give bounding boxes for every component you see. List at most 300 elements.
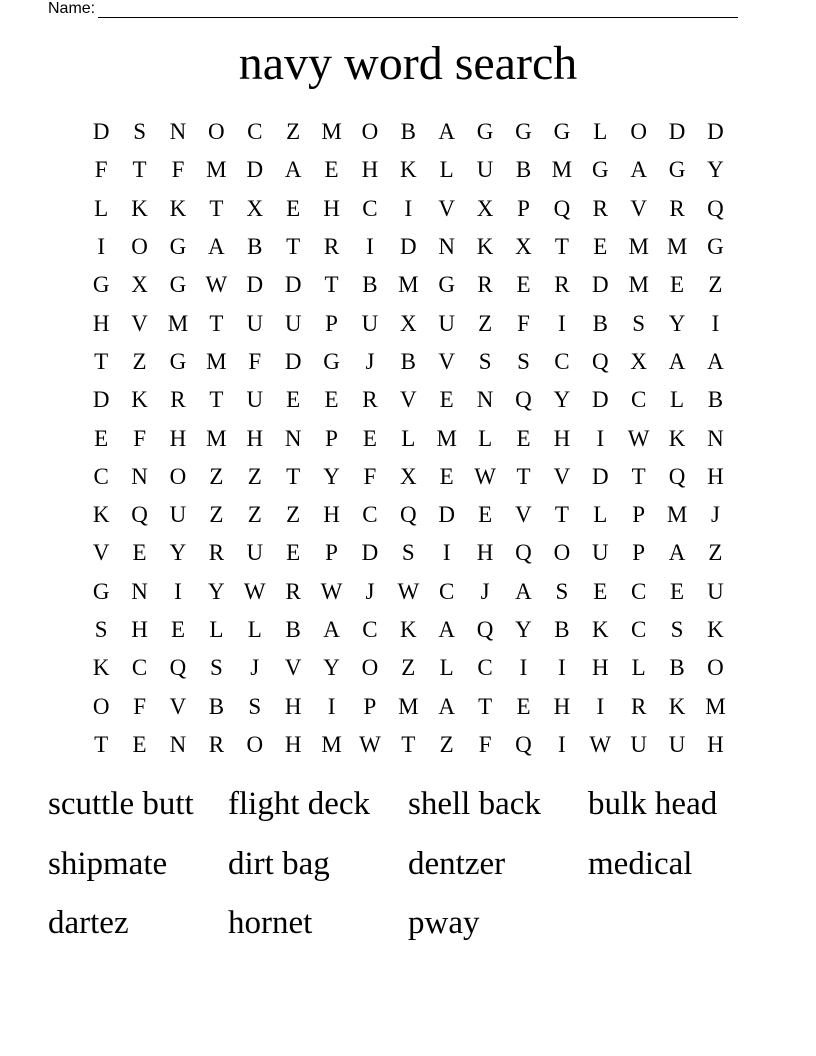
grid-letter: R <box>669 195 685 221</box>
grid-letter: H <box>361 157 379 183</box>
word-bank-item: pway <box>408 905 480 941</box>
grid-letter: I <box>711 310 720 336</box>
grid-letter: V <box>515 502 532 528</box>
grid-letter: V <box>438 348 456 374</box>
grid-letter: T <box>516 463 531 489</box>
grid-letter: P <box>632 502 646 528</box>
grid-letter: Q <box>707 195 724 221</box>
grid-letter: Q <box>591 348 609 374</box>
grid-letter: C <box>362 617 378 642</box>
grid-letter: A <box>630 157 647 183</box>
grid-letter: K <box>668 693 686 719</box>
grid-letter: D <box>361 540 379 566</box>
grid-letter: H <box>169 425 187 451</box>
grid-letter: B <box>247 234 263 260</box>
grid-letter: I <box>366 234 374 260</box>
grid-letter: D <box>668 119 686 145</box>
grid-letter: E <box>286 540 301 566</box>
grid-letter: C <box>362 502 378 528</box>
grid-letter: A <box>284 157 302 183</box>
grid-letter: D <box>284 272 302 298</box>
grid-letter: A <box>668 540 686 566</box>
grid-letter: T <box>554 502 569 528</box>
grid-letter: H <box>707 463 724 489</box>
grid-letter: C <box>247 119 263 145</box>
grid-letter: S <box>401 540 415 566</box>
grid-letter: H <box>323 195 340 221</box>
grid-letter: J <box>365 578 375 604</box>
grid-letter: D <box>707 119 724 145</box>
grid-letter: W <box>589 731 612 757</box>
grid-letter: V <box>131 310 148 336</box>
grid-letter: E <box>362 425 377 451</box>
grid-letter: L <box>593 502 608 528</box>
grid-letter: Z <box>247 502 262 528</box>
grid-letter: E <box>670 272 685 298</box>
grid-letter: T <box>286 463 301 489</box>
grid-letter: Y <box>668 310 686 336</box>
grid-letter: J <box>480 578 490 604</box>
grid-letter: X <box>400 463 417 489</box>
grid-letter: F <box>94 157 108 183</box>
grid-letter: G <box>92 578 110 604</box>
name-underline <box>98 3 738 18</box>
grid-letter: Y <box>323 655 340 681</box>
word-bank-item: hornet <box>228 905 313 941</box>
grid-letter: K <box>400 157 417 183</box>
grid-letter: N <box>707 425 724 451</box>
grid-letter: K <box>92 655 110 681</box>
grid-letter: N <box>131 463 148 489</box>
grid-letter: G <box>323 348 340 374</box>
grid-letter: Z <box>132 348 147 374</box>
grid-letter: O <box>169 463 187 489</box>
grid-letter: D <box>591 463 609 489</box>
page-title: navy word search <box>238 37 578 90</box>
grid-letter: D <box>591 387 609 413</box>
grid-letter: R <box>285 578 301 604</box>
name-field <box>48 0 738 18</box>
grid-letter: Z <box>708 272 723 298</box>
grid-letter: R <box>630 693 647 719</box>
grid-letter: Z <box>209 463 224 489</box>
grid-letter: E <box>593 234 608 260</box>
grid-letter: A <box>323 617 340 642</box>
grid-letter: S <box>209 655 223 681</box>
grid-letter: T <box>478 693 493 719</box>
grid-letter: E <box>94 425 109 451</box>
grid-letter: F <box>171 157 185 183</box>
grid-letter: E <box>516 693 531 719</box>
grid-letter: E <box>286 387 301 413</box>
grid-letter: V <box>553 463 571 489</box>
grid-letter: R <box>362 387 378 413</box>
grid-letter: I <box>558 310 566 336</box>
grid-letter: C <box>630 387 647 413</box>
grid-letter: B <box>400 119 416 145</box>
word-bank-item: shipmate <box>48 845 168 882</box>
grid-letter: C <box>362 195 378 221</box>
grid-letter: B <box>208 693 225 719</box>
grid-letter: D <box>92 387 110 413</box>
grid-letter: M <box>398 272 419 298</box>
grid-letter: O <box>553 540 571 566</box>
grid-letter: K <box>591 617 609 642</box>
grid-letter: G <box>553 119 571 145</box>
grid-letter: I <box>519 655 528 681</box>
grid-letter: D <box>246 272 264 298</box>
grid-letter: H <box>553 425 571 451</box>
grid-letter: P <box>517 195 530 221</box>
grid-letter: M <box>321 119 342 145</box>
grid-letter: H <box>284 693 302 719</box>
grid-letter: E <box>132 731 147 757</box>
grid-letter: A <box>208 234 225 260</box>
grid-letter: T <box>631 463 646 489</box>
grid-letter: O <box>361 655 379 681</box>
grid-letter: X <box>131 272 148 298</box>
grid-letter: V <box>169 693 187 719</box>
word-bank-item: flight deck <box>228 786 371 822</box>
grid-letter: O <box>208 119 225 145</box>
grid-letter: D <box>438 502 456 528</box>
grid-letter: N <box>284 425 302 451</box>
grid-letter: Z <box>401 655 416 681</box>
word-bank-item: bulk head <box>588 786 718 822</box>
grid-letter: W <box>243 578 266 604</box>
grid-letter: L <box>593 119 608 145</box>
grid-letter: H <box>707 731 724 757</box>
grid-letter: I <box>442 540 451 566</box>
grid-letter: P <box>325 425 338 451</box>
grid-letter: E <box>478 502 493 528</box>
grid-letter: V <box>400 387 417 413</box>
grid-letter: F <box>363 463 377 489</box>
grid-letter: C <box>630 578 647 604</box>
grid-letter: U <box>668 731 686 757</box>
grid-letter: R <box>208 540 225 566</box>
grid-letter: Q <box>515 540 532 566</box>
grid-letter: T <box>324 272 339 298</box>
grid-letter: L <box>209 617 224 642</box>
grid-letter: G <box>515 119 532 145</box>
grid-letter: K <box>92 502 110 528</box>
grid-letter: U <box>707 578 724 604</box>
grid-letter: H <box>92 310 110 336</box>
grid-letter: M <box>321 731 342 757</box>
grid-letter: N <box>476 387 494 413</box>
grid-letter: K <box>668 425 686 451</box>
grid-letter: B <box>285 617 301 642</box>
grid-letter: K <box>131 387 148 413</box>
grid-letter: K <box>131 195 148 221</box>
grid-letter: I <box>174 578 182 604</box>
grid-letter: G <box>169 234 187 260</box>
grid-letter: C <box>630 617 647 642</box>
grid-letter: A <box>707 348 724 374</box>
grid-letter: M <box>705 693 726 719</box>
grid-letter: A <box>438 119 456 145</box>
grid-letter: E <box>439 387 454 413</box>
grid-letter: B <box>707 387 724 413</box>
grid-letter: T <box>401 731 416 757</box>
grid-letter: G <box>92 272 110 298</box>
grid-letter: W <box>397 578 420 604</box>
grid-letter: P <box>363 693 377 719</box>
grid-letter: Q <box>515 387 532 413</box>
grid-letter: Z <box>286 119 301 145</box>
grid-letter: R <box>477 272 493 298</box>
grid-letter: W <box>474 463 496 489</box>
grid-letter: W <box>359 731 381 757</box>
grid-letter: M <box>436 425 457 451</box>
grid-letter: C <box>477 655 493 681</box>
grid-letter: K <box>707 617 724 642</box>
grid-letter: A <box>438 617 456 642</box>
grid-letter: J <box>250 655 260 681</box>
grid-letter: T <box>209 387 224 413</box>
grid-letter: M <box>206 348 227 374</box>
word-bank-item: dartez <box>48 905 129 941</box>
grid-letter: T <box>554 234 569 260</box>
grid-letter: O <box>707 655 724 681</box>
grid-letter: K <box>169 195 187 221</box>
grid-letter: L <box>401 425 416 451</box>
word-bank-item: medical <box>588 845 693 882</box>
grid-letter: V <box>92 540 110 566</box>
grid-letter: W <box>627 425 650 451</box>
grid-letter: D <box>246 157 264 183</box>
word-bank-item: scuttle butt <box>48 786 194 822</box>
grid-letter: E <box>516 425 531 451</box>
grid-letter: C <box>93 463 109 489</box>
grid-letter: D <box>284 348 302 374</box>
grid-letter: M <box>206 157 227 183</box>
grid-letter: H <box>131 617 148 642</box>
grid-letter: R <box>170 387 186 413</box>
grid-letter: A <box>515 578 532 604</box>
word-bank-item: dirt bag <box>228 845 330 882</box>
grid-letter: D <box>591 272 609 298</box>
grid-letter: S <box>133 119 146 145</box>
grid-letter: D <box>92 119 110 145</box>
grid-letter: Q <box>169 655 187 681</box>
grid-letter: Y <box>707 157 724 183</box>
grid-letter: R <box>592 195 608 221</box>
grid-letter: U <box>591 540 609 566</box>
grid-letter: R <box>323 234 340 260</box>
word-search-grid <box>82 113 735 764</box>
grid-letter: E <box>439 463 454 489</box>
grid-letter: N <box>169 731 187 757</box>
grid-letter: S <box>478 348 492 374</box>
grid-letter: S <box>670 617 684 642</box>
grid-letter: Q <box>668 463 686 489</box>
grid-letter: H <box>246 425 264 451</box>
grid-letter: I <box>558 731 566 757</box>
grid-letter: G <box>707 234 724 260</box>
grid-letter: Y <box>208 578 225 604</box>
grid-letter: L <box>439 655 454 681</box>
grid-letter: T <box>94 348 109 374</box>
grid-letter: R <box>554 272 570 298</box>
grid-letter: O <box>361 119 379 145</box>
grid-letter: H <box>323 502 340 528</box>
grid-letter: I <box>97 234 106 260</box>
grid-letter: K <box>476 234 494 260</box>
grid-letter: P <box>325 310 338 336</box>
grid-letter: V <box>284 655 302 681</box>
grid-letter: Q <box>131 502 148 528</box>
grid-letter: Q <box>400 502 417 528</box>
grid-letter: X <box>630 348 647 374</box>
grid-letter: Y <box>169 540 187 566</box>
grid-letter: I <box>596 425 605 451</box>
grid-letter: U <box>246 540 264 566</box>
grid-letter: U <box>630 731 647 757</box>
grid-letter: J <box>365 348 375 374</box>
grid-letter: G <box>438 272 456 298</box>
grid-letter: N <box>438 234 456 260</box>
grid-letter: M <box>628 272 649 298</box>
grid-letter: M <box>666 502 688 528</box>
grid-letter: M <box>167 310 189 336</box>
grid-letter: O <box>630 119 647 145</box>
grid-letter: B <box>515 157 532 183</box>
grid-letter: A <box>668 348 686 374</box>
word-bank <box>48 780 768 959</box>
grid-letter: C <box>131 655 148 681</box>
grid-letter: H <box>476 540 494 566</box>
grid-letter: Z <box>708 540 723 566</box>
grid-letter: C <box>554 348 570 374</box>
grid-letter: Y <box>515 617 532 642</box>
grid-letter: M <box>666 234 688 260</box>
grid-letter: F <box>478 731 492 757</box>
grid-letter: L <box>94 195 109 221</box>
grid-letter: T <box>286 234 301 260</box>
grid-letter: Z <box>478 310 493 336</box>
grid-letter: C <box>439 578 455 604</box>
grid-letter: X <box>400 310 417 336</box>
grid-letter: E <box>324 387 339 413</box>
grid-letter: I <box>327 693 336 719</box>
grid-letter: J <box>710 502 720 528</box>
word-bank-item: shell back <box>408 786 541 822</box>
grid-letter: S <box>555 578 569 604</box>
grid-letter: I <box>558 655 566 681</box>
grid-letter: L <box>439 157 454 183</box>
grid-letter: O <box>246 731 264 757</box>
grid-letter: Z <box>209 502 224 528</box>
grid-letter: X <box>515 234 532 260</box>
grid-letter: G <box>668 157 686 183</box>
grid-letter: E <box>593 578 608 604</box>
word-bank-item: dentzer <box>408 845 506 882</box>
grid-letter: G <box>591 157 609 183</box>
grid-letter: F <box>133 425 146 451</box>
grid-letter: Y <box>553 387 571 413</box>
grid-letter: T <box>209 310 224 336</box>
grid-letter: H <box>553 693 571 719</box>
grid-letter: M <box>206 425 227 451</box>
grid-letter: X <box>246 195 264 221</box>
grid-letter: Q <box>515 731 532 757</box>
grid-letter: U <box>169 502 187 528</box>
grid-letter: E <box>324 157 339 183</box>
grid-letter: V <box>630 195 647 221</box>
grid-letter: L <box>247 617 262 642</box>
grid-letter: N <box>131 578 148 604</box>
grid-letter: Y <box>323 463 340 489</box>
grid-letter: V <box>438 195 456 221</box>
grid-letter: G <box>169 348 187 374</box>
grid-letter: M <box>628 234 649 260</box>
name-label: Name: <box>48 0 96 17</box>
grid-letter: U <box>361 310 379 336</box>
grid-letter: N <box>169 119 187 145</box>
grid-letter: H <box>284 731 302 757</box>
grid-letter: B <box>554 617 570 642</box>
grid-letter: I <box>404 195 413 221</box>
grid-letter: U <box>476 157 494 183</box>
grid-letter: B <box>362 272 378 298</box>
grid-letter: S <box>517 348 530 374</box>
grid-letter: D <box>400 234 417 260</box>
grid-letter: W <box>320 578 343 604</box>
grid-letter: F <box>133 693 146 719</box>
grid-letter: Z <box>439 731 454 757</box>
grid-letter: X <box>476 195 494 221</box>
grid-letter: B <box>400 348 416 374</box>
grid-letter: R <box>208 731 225 757</box>
grid-letter: L <box>670 387 685 413</box>
grid-letter: W <box>205 272 228 298</box>
grid-letter: T <box>94 731 109 757</box>
grid-letter: O <box>92 693 110 719</box>
grid-letter: E <box>286 195 301 221</box>
grid-letter: Q <box>553 195 571 221</box>
grid-letter: T <box>209 195 224 221</box>
grid-letter: S <box>94 617 108 642</box>
grid-letter: Z <box>247 463 262 489</box>
grid-letter: F <box>248 348 262 374</box>
grid-letter: O <box>131 234 148 260</box>
grid-letter: K <box>400 617 417 642</box>
grid-letter: U <box>246 387 264 413</box>
grid-letter: F <box>517 310 530 336</box>
grid-letter: H <box>591 655 609 681</box>
grid-letter: E <box>170 617 185 642</box>
grid-letter: S <box>248 693 262 719</box>
grid-letter: L <box>478 425 493 451</box>
grid-letter: M <box>398 693 419 719</box>
grid-letter: U <box>246 310 264 336</box>
grid-letter: E <box>670 578 685 604</box>
grid-letter: Z <box>286 502 301 528</box>
grid-letter: A <box>438 693 456 719</box>
grid-letter: E <box>132 540 147 566</box>
grid-letter: G <box>169 272 187 298</box>
grid-letter: G <box>476 119 494 145</box>
grid-letter: M <box>551 157 573 183</box>
grid-letter: I <box>596 693 605 719</box>
grid-letter: P <box>325 540 338 566</box>
grid-letter: B <box>669 655 685 681</box>
grid-letter: E <box>516 272 531 298</box>
grid-letter: U <box>284 310 302 336</box>
grid-letter: S <box>632 310 646 336</box>
